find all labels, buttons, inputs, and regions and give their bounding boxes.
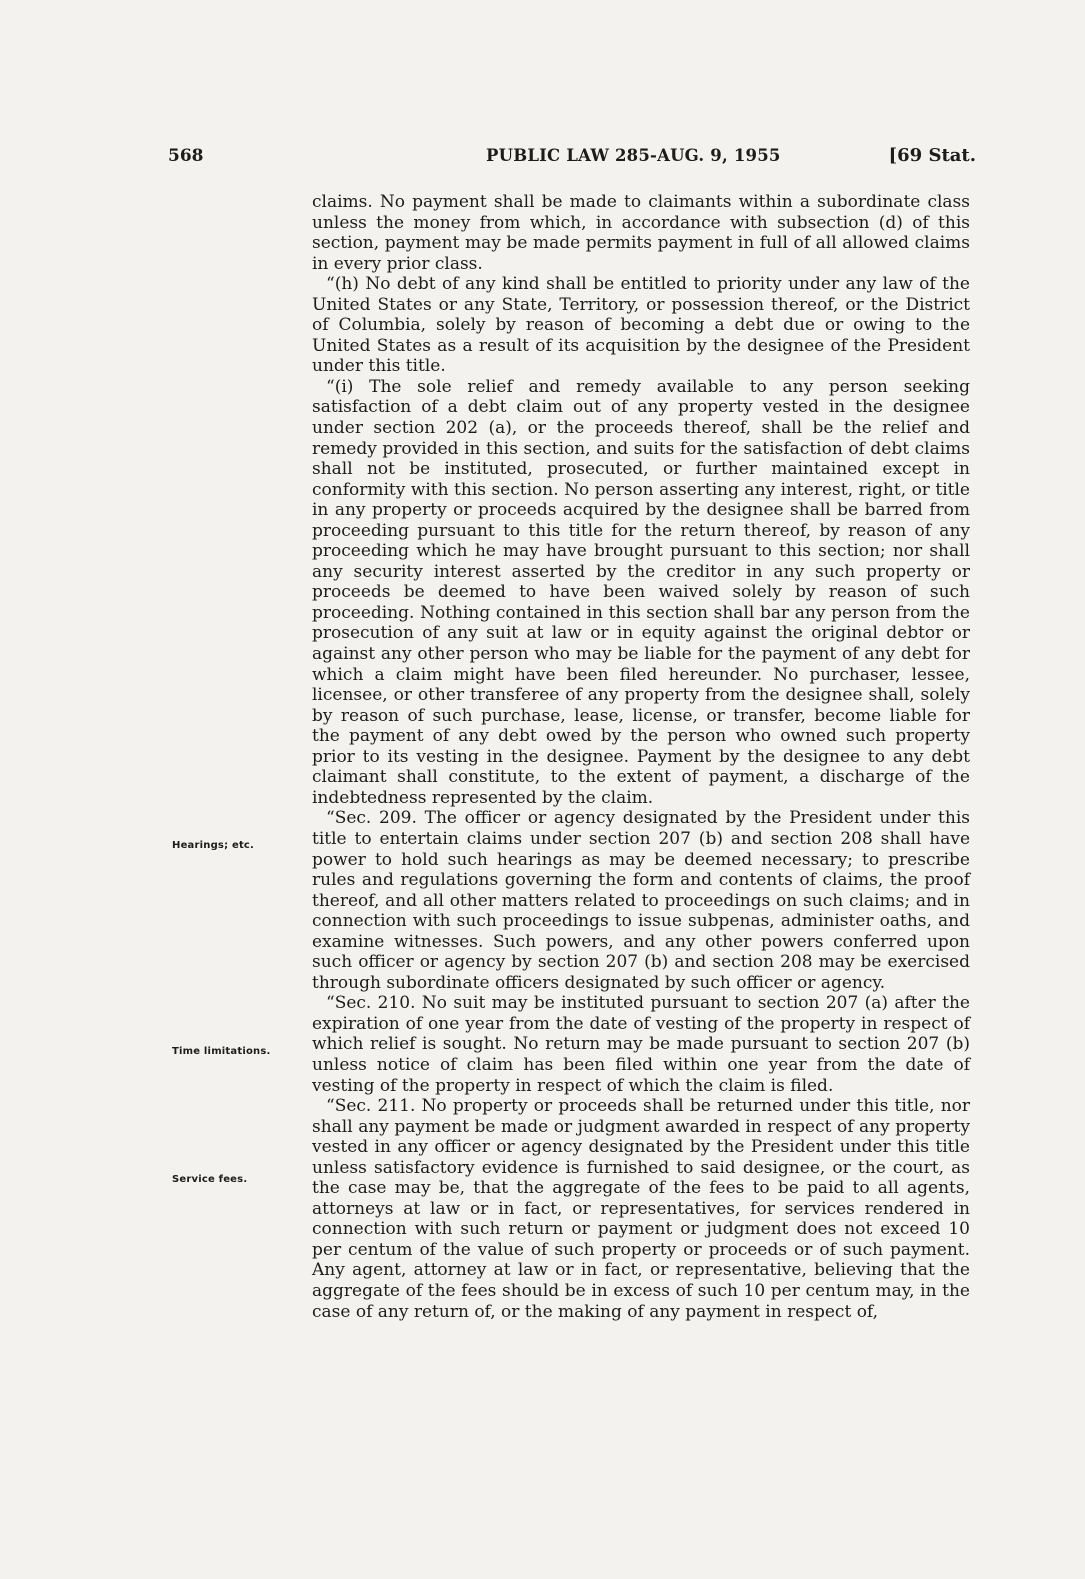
volume-reference: [69 Stat. (888, 145, 976, 166)
running-head: PUBLIC LAW 285-AUG. 9, 1955 (486, 146, 781, 165)
paragraph-subsection-i: “(i) The sole relief and remedy available to any person seeking satisfaction of a debt claim out of any property vested in the designee under section 202 (a), or the proceeds thereof, shall be the relief and remedy provided in this section, and suits for the satisfaction of debt claims shall not be instituted, prosecuted, or further maintained except in conformity with this section. No person asserting any interest, right, or title in any property or proceeds acquired by the designee shall be barred from proceeding pursuant to this title for the return thereof, by reason of any proceeding which he may have brought pursuant to this section; nor shall any security interest asserted by the creditor in any such property or proceeds be deemed to have been waived solely by reason of such proceeding. Nothing contained in this section shall bar any person from the prosecution of any suit at law or in equity against the original debtor or against any other person who may be liable for the payment of any debt for which a claim might have been filed hereunder. No purchaser, lessee, licensee, or other transferee of any property from the designee shall, solely by reason of such purchase, lease, license, or transfer, become liable for the payment of any debt owed by the person who owned such property prior to its vesting in the designee. Payment by the designee to any debt claimant shall constitute, to the extent of payment, a discharge of the indebtedness represented by the claim. (312, 376, 970, 808)
body-text (312, 192, 970, 1322)
sidenote-time-limitations: Time limitations. (172, 1046, 271, 1057)
sidenote-hearings: Hearings; etc. (172, 840, 255, 851)
paragraph-claims-continuation: claims. No payment shall be made to claimants within a subordinate class unless the money from which, in accordance with subsection (d) of this section, payment may be made permits payment in full of all allowed claims in every prior class. (312, 192, 970, 274)
page-header (168, 146, 976, 172)
paragraph-subsection-h: “(h) No debt of any kind shall be entitled to priority under any law of the United States or any State, Territory, or possession thereof, or the District of Columbia, solely by reason of becoming a debt due or owing to the United States as a result of its acquisition by the designee of the President under this title. (312, 274, 970, 377)
paragraph-sec-210: “Sec. 210. No suit may be instituted pursuant to section 207 (a) after the expiration of one year from the date of vesting of the property in respect of which relief is sought. No return may be made pursuant to section 207 (b) unless notice of claim has been filed within one year from the date of vesting of the property in respect of which the claim is filed. (312, 993, 970, 1096)
page-number: 568 (168, 146, 204, 166)
paragraph-sec-209: “Sec. 209. The officer or agency designated by the President under this title to entertain claims under section 207 (b) and section 208 shall have power to hold such hearings as may be deemed necessary; to prescribe rules and regulations governing the form and contents of claims, the proof thereof, and all other matters related to proceedings on such claims; and in connection with such proceedings to issue subpenas, administer oaths, and examine witnesses. Such powers, and any other powers conferred upon such officer or agency by section 207 (b) and section 208 may be exercised through subordinate officers designated by such officer or agency. (312, 808, 970, 993)
paragraph-sec-211: “Sec. 211. No property or proceeds shall be returned under this title, nor shall any payment be made or judgment awarded in respect of any property vested in any officer or agency designated by the President under this title unless satisfactory evidence is furnished to said designee, or the court, as the case may be, that the aggregate of the fees to be paid to all agents, attorneys at law or in fact, or representatives, for services rendered in connection with such return or payment or judgment does not exceed 10 per centum of the value of such property or proceeds or of such payment. Any agent, attorney at law or in fact, or representative, believing that the aggregate of the fees should be in excess of such 10 per centum may, in the case of any return of, or the making of any payment in respect of, (312, 1096, 970, 1322)
sidenote-service-fees: Service fees. (172, 1174, 248, 1185)
